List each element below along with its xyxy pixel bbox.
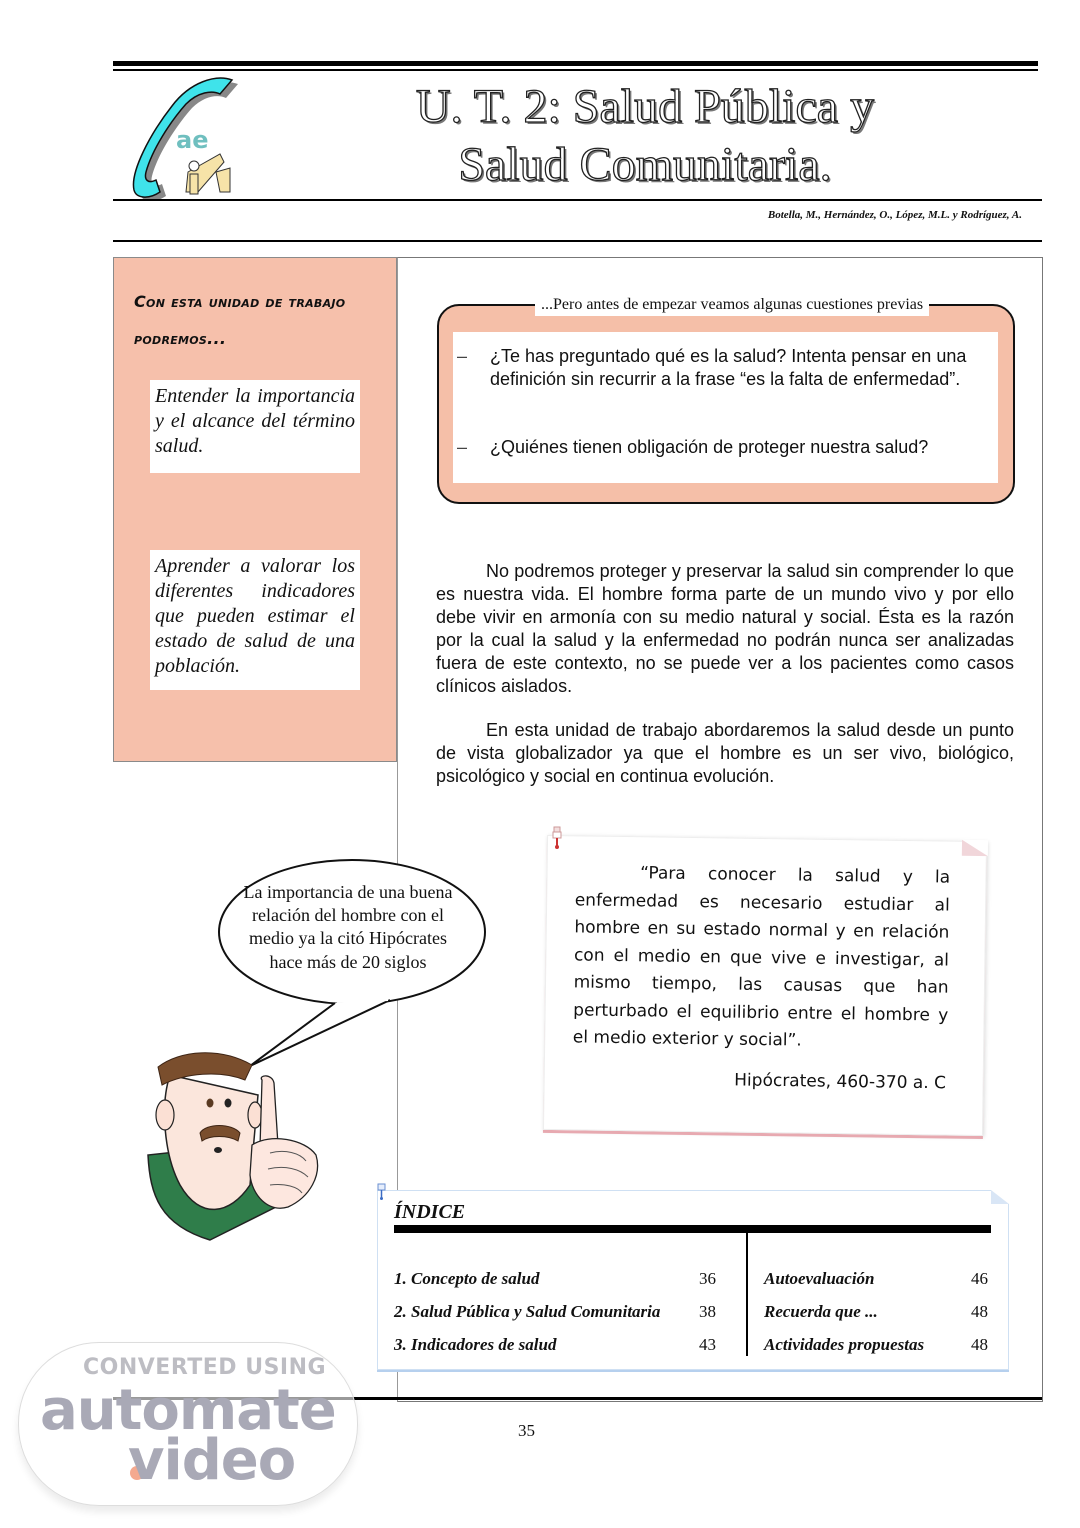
index-entry-page: 46 xyxy=(971,1269,988,1288)
question-text: ¿Quiénes tienen obligación de proteger nuestra salud? xyxy=(490,437,929,457)
body-paragraph: No podremos proteger y preservar la salud sin comprender lo que es nuestra vida. El hombre forma parte de un mundo vivo y por ello debe vivir en armonía con su medio natural y social. Ésta es la razón por la cual la salud y la enfermedad no podrán nunca ser analizadas fuera de este contexto, no se puede ver a los pacientes como casos clínicos aislados. xyxy=(436,561,1014,696)
speech-bubble-text: La importancia de una buena relación del hombre con el medio ya la citó Hipócrates hace más de 20 siglos xyxy=(243,882,453,972)
header-rule-low xyxy=(113,240,1042,242)
watermark-line-2: automate xyxy=(40,1378,336,1443)
question-text: ¿Te has preguntado qué es la salud? Intenta pensar en una definición sin recurrir a la frase “es la falta de enfermedad”. xyxy=(490,346,967,389)
logo-letters: ae xyxy=(176,126,209,154)
index-title: ÍNDICE xyxy=(394,1201,466,1223)
quote-text xyxy=(573,859,951,1057)
watermark-line-3: video xyxy=(128,1428,296,1493)
index-entry[interactable] xyxy=(394,1267,716,1291)
pushpin-icon xyxy=(551,826,563,852)
index-entry[interactable] xyxy=(764,1300,988,1324)
header-rule-thin xyxy=(113,69,1038,71)
page-curl-icon xyxy=(991,1190,1009,1204)
question-item xyxy=(457,345,992,415)
index-entry-label: 2. Salud Pública y Salud Comunitaria xyxy=(394,1302,661,1321)
page-title xyxy=(300,78,990,194)
dash-bullet-icon: – xyxy=(457,437,468,457)
quote-body: “Para conocer la salud y la enfermedad es necesario estudiar al hombre en su estado normal y en relación con el medio en que vive e investigar, al mismo tiempo, las causas que han perturbado el equilibrio entre el hombre y el medio exterior y social”. xyxy=(572,863,951,1051)
index-entry-label: 3. Indicadores de salud xyxy=(394,1335,557,1354)
page-curl-icon xyxy=(962,840,988,856)
title-line-1: U. T. 2: Salud Pública y xyxy=(415,80,875,133)
index-entry[interactable] xyxy=(764,1267,988,1291)
index-column-divider xyxy=(746,1232,748,1356)
dash-bullet-icon: – xyxy=(457,346,468,366)
index-entry-label: Autoevaluación xyxy=(764,1269,875,1288)
cae-logo-icon xyxy=(120,72,250,200)
body-paragraph: En esta unidad de trabajo abordaremos la salud desde un punto de vista globalizador ya que el hombre es un ser vivo, biológico, psicológico y social en continua evolución. xyxy=(436,720,1014,786)
index-entry-page: 48 xyxy=(971,1335,988,1354)
cartoon-man-pointing-icon xyxy=(140,1035,340,1245)
index-entry-page: 36 xyxy=(699,1269,716,1288)
question-item xyxy=(457,436,992,460)
index-entry-label: Recuerda que ... xyxy=(764,1302,878,1321)
watermark-line-1: CONVERTED USING xyxy=(83,1355,327,1380)
objective-item: Aprender a valorar los diferentes indicadores que pueden estimar el estado de salud de una población. xyxy=(150,550,360,690)
index-entry-label: 1. Concepto de salud xyxy=(394,1269,540,1288)
index-entry-page: 38 xyxy=(699,1302,716,1321)
header-rule-mid xyxy=(113,199,1042,201)
index-entry[interactable] xyxy=(394,1300,716,1324)
index-entry[interactable] xyxy=(394,1333,716,1357)
authors: Botella, M., Hernández, O., López, M.L. y Rodríguez, A. xyxy=(767,209,1022,221)
index-entry-label: Actividades propuestas xyxy=(764,1335,925,1354)
objectives-heading: Con esta unidad de trabajo podremos... xyxy=(134,292,346,348)
index-entry[interactable] xyxy=(764,1333,988,1357)
objective-item: Entender la importancia y el alcance del término salud. xyxy=(150,380,360,473)
logo xyxy=(120,72,250,200)
page-number: 35 xyxy=(518,1421,535,1440)
quote-author: Hipócrates, 460-370 a. C xyxy=(734,1070,947,1094)
index-entry-page: 48 xyxy=(971,1302,988,1321)
questions-legend: ...Pero antes de empezar veamos algunas cuestiones previas xyxy=(535,294,929,316)
pushpin-icon xyxy=(377,1183,386,1201)
index-entry-page: 43 xyxy=(699,1335,716,1354)
index-title-bar xyxy=(394,1225,991,1233)
header-rule-thick xyxy=(113,61,1038,66)
title-line-2: Salud Comunitaria. xyxy=(458,138,832,191)
